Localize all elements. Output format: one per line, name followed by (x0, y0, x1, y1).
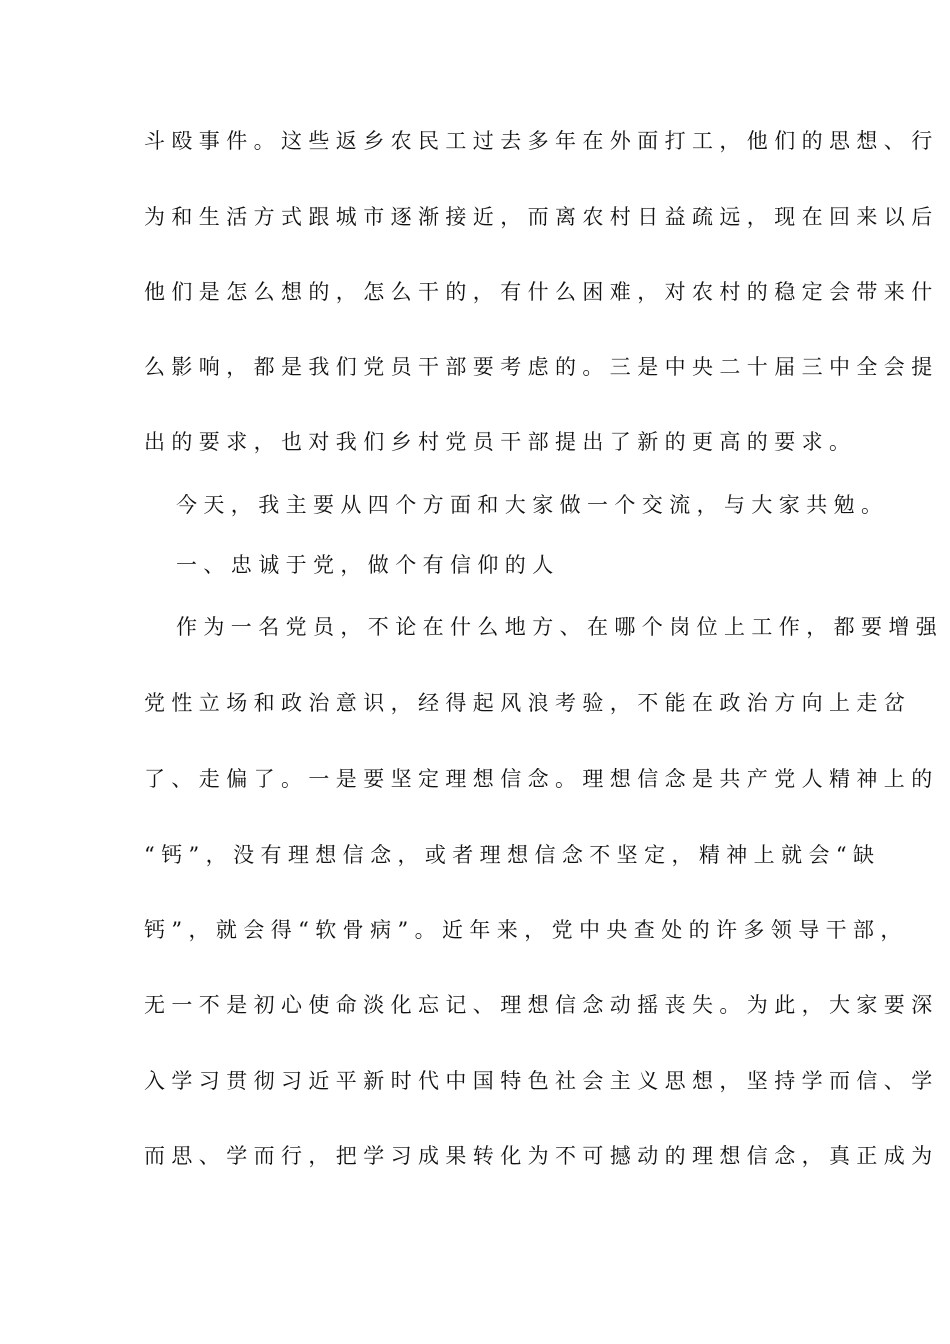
text-line: 斗殴事件。这些返乡农民工过去多年在外面打工，他们的思想、行 (144, 129, 939, 153)
text-line: 无一不是初心使命淡化忘记、理想信念动摇丧失。为此，大家要深 (144, 993, 939, 1017)
text-line: 了、走偏了。一是要坚定理想信念。理想信念是共产党人精神上的 (144, 767, 939, 791)
text-line: 他们是怎么想的，怎么干的，有什么困难，对农村的稳定会带来什 (144, 280, 939, 304)
text-line: 而思、学而行，把学习成果转化为不可撼动的理想信念，真正成为 (144, 1144, 939, 1168)
text-line: 为和生活方式跟城市逐渐接近，而离农村日益疏远，现在回来以后 (144, 205, 939, 229)
text-line: 党性立场和政治意识，经得起风浪考验，不能在政治方向上走岔 (144, 691, 912, 715)
text-line: 么影响，都是我们党员干部要考虑的。三是中央二十届三中全会提 (144, 355, 939, 379)
section-heading: 一、忠诚于党，做个有信仰的人 (176, 553, 560, 577)
text-line: 钙”，就会得“软骨病”。近年来，党中央查处的许多领导干部， (144, 918, 908, 942)
text-line: 出的要求，也对我们乡村党员干部提出了新的更高的要求。 (144, 430, 857, 454)
paragraph-intro: 今天，我主要从四个方面和大家做一个交流，与大家共勉。 (176, 493, 889, 517)
text-line: 作为一名党员，不论在什么地方、在哪个岗位上工作，都要增强 (176, 615, 944, 639)
text-line: “钙”，没有理想信念，或者理想信念不坚定，精神上就会“缺 (144, 843, 881, 867)
text-line: 入学习贯彻习近平新时代中国特色社会主义思想，坚持学而信、学 (144, 1069, 939, 1093)
